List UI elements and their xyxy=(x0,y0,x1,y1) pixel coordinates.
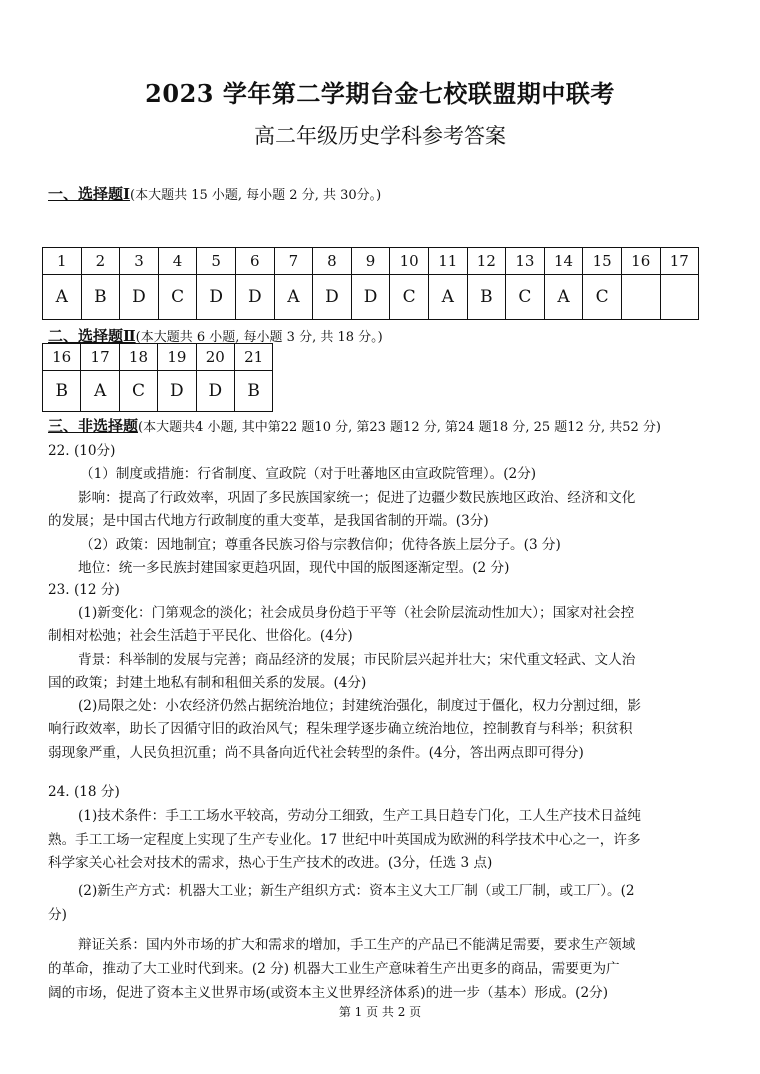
answer-letter-cell: A xyxy=(544,275,583,320)
answer-letter-cell: C xyxy=(158,275,197,320)
page-footer: 第 1 页 共 2 页 xyxy=(338,1005,422,1019)
answer-letter-cell: C xyxy=(506,275,545,320)
answer-letter-cell: A xyxy=(428,275,467,320)
question-number-cell: 15 xyxy=(583,248,622,275)
question-number-cell: 9 xyxy=(351,248,390,275)
question-number-cell: 6 xyxy=(235,248,274,275)
section3-heading: 三、非选择题 xyxy=(48,417,139,435)
answer-letter-cell: B xyxy=(43,371,81,412)
question-number-cell: 13 xyxy=(506,248,545,275)
answer-letter-cell xyxy=(621,275,660,320)
section1-heading: 一、选择题Ⅰ xyxy=(48,185,131,203)
q22-part1-measures: （1）制度或措施：行省制度、宣政院（对于吐蕃地区由宣政院管理）。(2分) xyxy=(80,466,537,482)
q22-heading: 22. (10分) xyxy=(48,443,116,459)
answer-letter-cell: C xyxy=(583,275,622,320)
q23-background-line1: 背景：科举制的发展与完善；商品经济的发展；市民阶层兴起并壮大；宋代重文轻武、文人治 xyxy=(78,652,636,668)
question-number-cell: 4 xyxy=(158,248,197,275)
question-number-cell: 21 xyxy=(234,344,272,371)
answer-letter-cell xyxy=(660,275,699,320)
choice-answer-table-2 xyxy=(42,343,273,412)
question-number-cell: 11 xyxy=(428,248,467,275)
q22-part2-policy: （2）政策：因地制宜；尊重各民族习俗与宗教信仰；优待各族上层分子。(3 分) xyxy=(80,537,561,553)
q22-impact-line2: 的发展；是中国古代地方行政制度的重大变革，是我国省制的开端。(3分) xyxy=(48,513,489,529)
question-number-cell: 17 xyxy=(660,248,699,275)
question-number-cell: 7 xyxy=(274,248,313,275)
question-number-cell: 18 xyxy=(119,344,157,371)
answer-letter-cell: D xyxy=(196,371,234,412)
page-title: 2023 学年第二学期台金七校联盟期中联考 xyxy=(145,79,615,108)
q22-status: 地位：统一多民族封建国家更趋巩固，现代中国的版图逐渐定型。(2 分) xyxy=(78,560,510,576)
answer-letter-cell: A xyxy=(81,371,119,412)
q24-tech-line3: 科学家关心社会对技术的需求，热心于生产技术的改进。(3分，任选 3 点) xyxy=(48,855,493,871)
q22-impact-line1: 影响：提高了行政效率，巩固了多民族国家统一；促进了边疆少数民族地区政治、经济和文化 xyxy=(78,490,636,506)
answer-letter-cell: D xyxy=(120,275,159,320)
answer-letter-cell: D xyxy=(351,275,390,320)
question-number-cell: 16 xyxy=(621,248,660,275)
question-number-cell: 19 xyxy=(158,344,196,371)
section2-heading: 二、选择题Ⅱ xyxy=(48,327,136,345)
q23-changes-line2: 制相对松弛；社会生活趋于平民化、世俗化。(4分) xyxy=(48,628,353,644)
section1-note: (本大题共 15 小题, 每小题 2 分, 共 30分。) xyxy=(130,188,382,203)
q23-background-line2: 国的政策；封建土地私有制和租佃关系的发展。(4分) xyxy=(48,675,367,691)
q24-new-mode-line2: 分) xyxy=(48,907,67,923)
q23-limits-line1: (2)局限之处：小农经济仍然占据统治地位；封建统治强化，制度过于僵化，权力分割过细，影 xyxy=(78,698,642,714)
answer-letter-cell: B xyxy=(234,371,272,412)
answer-letter-cell: D xyxy=(313,275,352,320)
section3-heading-line xyxy=(48,415,661,436)
question-number-cell: 17 xyxy=(81,344,119,371)
q23-limits-line3: 弱现象严重，人民负担沉重；尚不具备向近代社会转型的条件。(4分，答出两点即可得分) xyxy=(48,745,584,761)
q23-heading: 23. (12 分) xyxy=(48,582,120,598)
page-subtitle: 高二年级历史学科参考答案 xyxy=(254,124,506,148)
q24-tech-line2: 熟。手工工场一定程度上实现了生产专业化。17 世纪中叶英国成为欧洲的科学技术中心之一，许多 xyxy=(48,832,641,848)
q23-limits-line2: 响行政效率，助长了因循守旧的政治风气；程朱理学逐步确立统治地位，控制教育与科举；积贫积 xyxy=(48,721,633,737)
q23-changes-line1: (1)新变化：门第观念的淡化；社会成员身份趋于平等（社会阶层流动性加大）；国家对社会控 xyxy=(78,605,635,621)
question-number-cell: 16 xyxy=(43,344,81,371)
q24-new-mode-line1: (2)新生产方式：机器大工业；新生产组织方式：资本主义大工厂制（或工厂制，或工厂）。(2 xyxy=(78,883,635,899)
q24-dialectic-line3: 阔的市场，促进了资本主义世界市场(或资本主义世界经济体系)的进一步（基本）形成。(2分) xyxy=(48,985,609,1001)
section2-note: (本大题共 6 小题, 每小题 3 分, 共 18 分。) xyxy=(135,330,383,345)
q24-tech-line1: (1)技术条件：手工工场水平较高，劳动分工细致，生产工具日趋专门化，工人生产技术日益纯 xyxy=(78,808,642,824)
choice-answer-table-1 xyxy=(42,247,699,320)
answer-letter-cell: A xyxy=(43,275,82,320)
question-number-cell: 20 xyxy=(196,344,234,371)
q24-heading: 24. (18 分) xyxy=(48,784,120,800)
answer-letter-cell: B xyxy=(467,275,506,320)
question-number-cell: 3 xyxy=(120,248,159,275)
answer-letter-cell: C xyxy=(390,275,429,320)
q24-dialectic-line2: 的革命，推动了大工业时代到来。(2 分) 机器大工业生产意味着生产出更多的商品，需要更为广 xyxy=(48,961,620,977)
answer-letter-cell: D xyxy=(235,275,274,320)
answer-letter-cell: B xyxy=(81,275,120,320)
answer-letter-cell: D xyxy=(197,275,236,320)
question-number-cell: 2 xyxy=(81,248,120,275)
question-number-cell: 12 xyxy=(467,248,506,275)
section3-note: (本大题共4 小题, 其中第22 题10 分, 第23 题12 分, 第24 题18 分, 25 题12 分, 共52 分) xyxy=(138,420,661,435)
question-number-cell: 5 xyxy=(197,248,236,275)
answer-letter-cell: D xyxy=(158,371,196,412)
question-number-cell: 1 xyxy=(43,248,82,275)
question-number-cell: 14 xyxy=(544,248,583,275)
question-number-cell: 8 xyxy=(313,248,352,275)
section1-heading-line xyxy=(48,183,381,204)
q24-dialectic-line1: 辩证关系：国内外市场的扩大和需求的增加，手工生产的产品已不能满足需要，要求生产领域 xyxy=(78,937,636,953)
question-number-cell: 10 xyxy=(390,248,429,275)
answer-letter-cell: C xyxy=(119,371,157,412)
answer-letter-cell: A xyxy=(274,275,313,320)
